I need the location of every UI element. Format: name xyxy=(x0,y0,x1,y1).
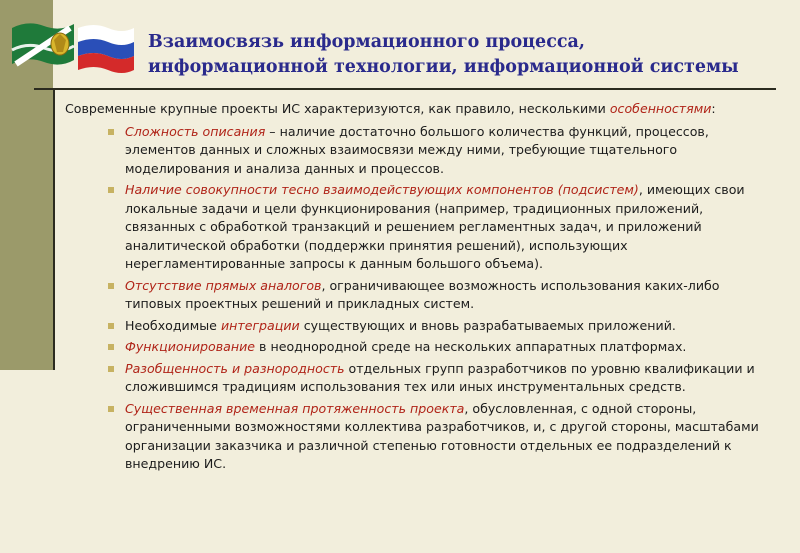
intro-end: : xyxy=(711,101,716,116)
russian-flag-icon xyxy=(78,25,134,73)
list-item xyxy=(65,181,777,274)
item-highlight: Существенная временная протяженность проекта xyxy=(125,400,465,416)
item-text: , обусловленная, с одной стороны, ограниченными возможностями коллектива разработчиков, и, с другой стороны, масштабами организации заказчика и различной степенью готовности отдельных ее подразделений к внедрению ИС. xyxy=(125,400,759,471)
list-item xyxy=(65,400,777,474)
list-item xyxy=(65,277,777,314)
list-item xyxy=(65,338,777,357)
item-highlight: Функционирование xyxy=(125,339,256,354)
bullet-icon xyxy=(108,406,114,412)
slide-title: Взаимосвязь информационного процесса, информационной технологии, информационной системы xyxy=(148,32,739,77)
item-text: существующих и вновь разрабатываемых приложений. xyxy=(299,317,676,333)
item-prefix: Необходимые xyxy=(125,317,221,333)
bullet-icon xyxy=(108,344,114,350)
item-highlight: Отсутствие прямых аналогов xyxy=(125,277,322,293)
intro-highlight: особенностями xyxy=(609,101,712,116)
horizontal-rule xyxy=(34,88,776,90)
customs-flag-icon xyxy=(12,23,74,64)
item-highlight: Разобщенность и разнородность xyxy=(125,360,345,376)
item-text: – наличие достаточно большого количества функций, процессов, элементов данных и сложных взаимосвязи между ними, требующие тщательного моделирования и анализа данных и процессов. xyxy=(125,123,709,176)
list-item xyxy=(65,123,777,179)
vertical-rule xyxy=(53,88,55,370)
intro-text: Современные крупные проекты ИС характеризуются, как правило, несколькими xyxy=(65,101,610,116)
list-item xyxy=(65,360,777,397)
feature-list xyxy=(65,123,777,474)
list-item xyxy=(65,317,777,336)
item-highlight: Сложность описания xyxy=(125,123,266,139)
intro-paragraph xyxy=(65,100,777,119)
bullet-icon xyxy=(108,323,114,329)
bullet-icon xyxy=(108,187,114,193)
bullet-icon xyxy=(108,283,114,289)
item-highlight: Наличие совокупности тесно взаимодействующих компонентов (подсистем) xyxy=(125,182,639,197)
slide-content xyxy=(65,100,777,477)
item-highlight: интеграции xyxy=(220,317,300,333)
item-text: , ограничивающее возможность использования каких-либо типовых проектных решений и прикладных систем. xyxy=(125,277,720,311)
item-text: , имеющих свои локальные задачи и цели функционирования (например, традиционных приложений, связанных с обработкой транзакций и решением регламентных задач, и приложений аналитической обработки (поддержки принятия решений), использующих нерегламентированные запросы к данным большого объема). xyxy=(125,182,745,271)
bullet-icon xyxy=(108,366,114,372)
item-text: в неоднородной среде на нескольких аппаратных платформах. xyxy=(255,339,687,354)
flags-logo xyxy=(8,14,138,76)
item-text: отдельных групп разработчиков по уровню квалификации и сложившимся традициям использования тех или иных инструментальных средств. xyxy=(125,360,755,394)
bullet-icon xyxy=(108,129,114,135)
